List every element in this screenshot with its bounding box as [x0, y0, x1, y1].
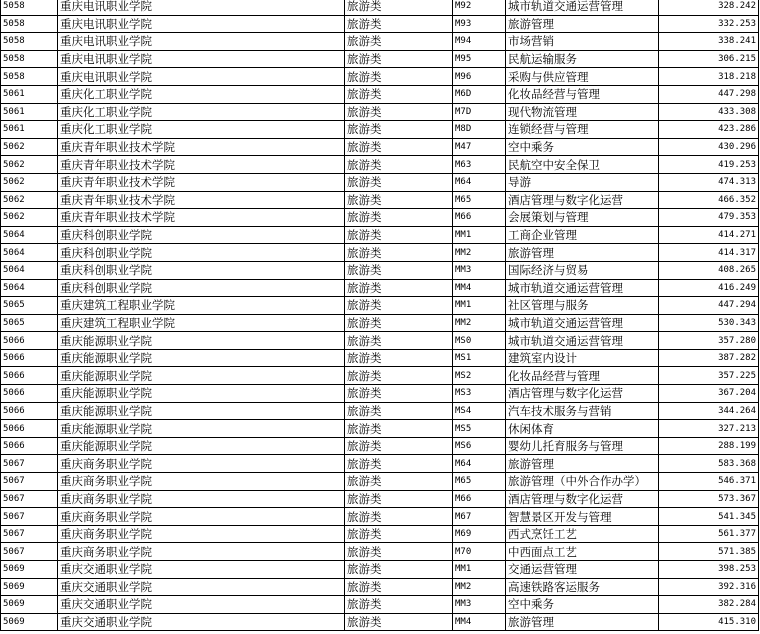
school-name-cell: 重庆电讯职业学院 — [58, 0, 345, 15]
table-row — [1, 209, 759, 227]
score-cell: 541.345 — [659, 508, 759, 526]
category-cell: 旅游类 — [345, 490, 453, 508]
category-cell: 旅游类 — [345, 349, 453, 367]
school-name-cell: 重庆化工职业学院 — [58, 121, 345, 139]
category-cell: 旅游类 — [345, 85, 453, 103]
major-name-cell: 城市轨道交通运营管理 — [506, 279, 659, 297]
school-name-cell: 重庆青年职业技术学院 — [58, 173, 345, 191]
score-cell: 573.367 — [659, 490, 759, 508]
school-name-cell: 重庆交通职业学院 — [58, 596, 345, 614]
school-name-cell: 重庆交通职业学院 — [58, 613, 345, 631]
category-cell: 旅游类 — [345, 613, 453, 631]
major-code-cell: M64 — [453, 173, 506, 191]
school-name-cell: 重庆青年职业技术学院 — [58, 138, 345, 156]
score-cell: 318.218 — [659, 68, 759, 86]
table-row — [1, 68, 759, 86]
table-row — [1, 332, 759, 350]
category-cell: 旅游类 — [345, 508, 453, 526]
major-code-cell: MS2 — [453, 367, 506, 385]
school-code-cell: 5067 — [1, 473, 58, 491]
major-code-cell: M94 — [453, 33, 506, 51]
table-row — [1, 15, 759, 33]
major-name-cell: 民航运输服务 — [506, 50, 659, 68]
major-name-cell: 旅游管理 — [506, 613, 659, 631]
score-cell: 357.225 — [659, 367, 759, 385]
score-cell: 387.282 — [659, 349, 759, 367]
score-cell: 344.264 — [659, 402, 759, 420]
school-code-cell: 5066 — [1, 385, 58, 403]
category-cell: 旅游类 — [345, 209, 453, 227]
major-name-cell: 酒店管理与数字化运营 — [506, 191, 659, 209]
major-name-cell: 采购与供应管理 — [506, 68, 659, 86]
school-code-cell: 5067 — [1, 525, 58, 543]
school-code-cell: 5066 — [1, 349, 58, 367]
major-name-cell: 交通运营管理 — [506, 561, 659, 579]
major-name-cell: 酒店管理与数字化运营 — [506, 385, 659, 403]
school-name-cell: 重庆电讯职业学院 — [58, 68, 345, 86]
category-cell: 旅游类 — [345, 367, 453, 385]
score-cell: 392.316 — [659, 578, 759, 596]
school-code-cell: 5066 — [1, 420, 58, 438]
table-row — [1, 85, 759, 103]
school-code-cell: 5062 — [1, 191, 58, 209]
school-code-cell: 5064 — [1, 244, 58, 262]
table-row — [1, 226, 759, 244]
score-cell: 414.271 — [659, 226, 759, 244]
school-name-cell: 重庆交通职业学院 — [58, 561, 345, 579]
score-cell: 583.368 — [659, 455, 759, 473]
category-cell: 旅游类 — [345, 33, 453, 51]
category-cell: 旅游类 — [345, 455, 453, 473]
major-code-cell: MM2 — [453, 244, 506, 262]
major-name-cell: 空中乘务 — [506, 596, 659, 614]
major-name-cell: 导游 — [506, 173, 659, 191]
school-code-cell: 5069 — [1, 578, 58, 596]
major-name-cell: 西式烹饪工艺 — [506, 525, 659, 543]
school-code-cell: 5061 — [1, 103, 58, 121]
major-code-cell: M6D — [453, 85, 506, 103]
school-code-cell: 5062 — [1, 173, 58, 191]
category-cell: 旅游类 — [345, 402, 453, 420]
category-cell: 旅游类 — [345, 244, 453, 262]
category-cell: 旅游类 — [345, 261, 453, 279]
category-cell: 旅游类 — [345, 596, 453, 614]
major-name-cell: 会展策划与管理 — [506, 209, 659, 227]
score-cell: 561.377 — [659, 525, 759, 543]
table-row — [1, 0, 759, 15]
major-name-cell: 连锁经营与管理 — [506, 121, 659, 139]
major-code-cell: M93 — [453, 15, 506, 33]
table-row — [1, 50, 759, 68]
table-row — [1, 297, 759, 315]
major-name-cell: 工商企业管理 — [506, 226, 659, 244]
major-code-cell: M64 — [453, 455, 506, 473]
score-cell: 306.215 — [659, 50, 759, 68]
school-name-cell: 重庆商务职业学院 — [58, 473, 345, 491]
school-code-cell: 5062 — [1, 209, 58, 227]
major-name-cell: 民航空中安全保卫 — [506, 156, 659, 174]
major-code-cell: MM4 — [453, 613, 506, 631]
major-code-cell: MS1 — [453, 349, 506, 367]
score-cell: 408.265 — [659, 261, 759, 279]
table-row — [1, 508, 759, 526]
score-cell: 328.242 — [659, 0, 759, 15]
category-cell: 旅游类 — [345, 50, 453, 68]
major-name-cell: 国际经济与贸易 — [506, 261, 659, 279]
school-name-cell: 重庆交通职业学院 — [58, 578, 345, 596]
school-name-cell: 重庆商务职业学院 — [58, 490, 345, 508]
school-code-cell: 5058 — [1, 0, 58, 15]
school-code-cell: 5069 — [1, 596, 58, 614]
category-cell: 旅游类 — [345, 121, 453, 139]
score-cell: 338.241 — [659, 33, 759, 51]
major-code-cell: M66 — [453, 209, 506, 227]
category-cell: 旅游类 — [345, 156, 453, 174]
table-row — [1, 613, 759, 631]
school-code-cell: 5058 — [1, 33, 58, 51]
table-row — [1, 138, 759, 156]
major-code-cell: MM3 — [453, 596, 506, 614]
school-name-cell: 重庆电讯职业学院 — [58, 50, 345, 68]
school-name-cell: 重庆商务职业学院 — [58, 525, 345, 543]
school-code-cell: 5066 — [1, 402, 58, 420]
table-row — [1, 173, 759, 191]
school-code-cell: 5062 — [1, 156, 58, 174]
school-code-cell: 5069 — [1, 613, 58, 631]
school-code-cell: 5061 — [1, 121, 58, 139]
table-row — [1, 385, 759, 403]
school-code-cell: 5062 — [1, 138, 58, 156]
school-code-cell: 5066 — [1, 437, 58, 455]
table-row — [1, 578, 759, 596]
table-row — [1, 367, 759, 385]
category-cell: 旅游类 — [345, 173, 453, 191]
school-code-cell: 5067 — [1, 455, 58, 473]
major-name-cell: 市场营销 — [506, 33, 659, 51]
school-name-cell: 重庆能源职业学院 — [58, 332, 345, 350]
school-name-cell: 重庆科创职业学院 — [58, 226, 345, 244]
school-code-cell: 5065 — [1, 297, 58, 315]
major-code-cell: M95 — [453, 50, 506, 68]
major-code-cell: MS4 — [453, 402, 506, 420]
school-code-cell: 5066 — [1, 332, 58, 350]
major-name-cell: 高速铁路客运服务 — [506, 578, 659, 596]
school-code-cell: 5061 — [1, 85, 58, 103]
table-row — [1, 437, 759, 455]
table-row — [1, 156, 759, 174]
major-name-cell: 汽车技术服务与营销 — [506, 402, 659, 420]
major-code-cell: MM2 — [453, 314, 506, 332]
score-cell: 546.371 — [659, 473, 759, 491]
table-row — [1, 314, 759, 332]
school-code-cell: 5064 — [1, 279, 58, 297]
table-row — [1, 420, 759, 438]
school-code-cell: 5067 — [1, 543, 58, 561]
category-cell: 旅游类 — [345, 314, 453, 332]
major-name-cell: 中西面点工艺 — [506, 543, 659, 561]
category-cell: 旅游类 — [345, 103, 453, 121]
score-cell: 571.385 — [659, 543, 759, 561]
category-cell: 旅游类 — [345, 279, 453, 297]
major-code-cell: M65 — [453, 473, 506, 491]
score-cell: 474.313 — [659, 173, 759, 191]
school-code-cell: 5064 — [1, 261, 58, 279]
table-row — [1, 33, 759, 51]
category-cell: 旅游类 — [345, 68, 453, 86]
major-name-cell: 智慧景区开发与管理 — [506, 508, 659, 526]
score-cell: 288.199 — [659, 437, 759, 455]
score-cell: 530.343 — [659, 314, 759, 332]
school-name-cell: 重庆科创职业学院 — [58, 244, 345, 262]
school-name-cell: 重庆商务职业学院 — [58, 508, 345, 526]
category-cell: 旅游类 — [345, 226, 453, 244]
major-name-cell: 旅游管理 — [506, 15, 659, 33]
category-cell: 旅游类 — [345, 297, 453, 315]
major-name-cell: 婴幼儿托育服务与管理 — [506, 437, 659, 455]
major-name-cell: 酒店管理与数字化运营 — [506, 490, 659, 508]
school-name-cell: 重庆青年职业技术学院 — [58, 191, 345, 209]
table-row — [1, 191, 759, 209]
school-code-cell: 5065 — [1, 314, 58, 332]
school-code-cell: 5067 — [1, 508, 58, 526]
school-name-cell: 重庆能源职业学院 — [58, 385, 345, 403]
score-cell: 415.310 — [659, 613, 759, 631]
score-cell: 447.294 — [659, 297, 759, 315]
major-name-cell: 旅游管理 — [506, 455, 659, 473]
table-row — [1, 561, 759, 579]
school-name-cell: 重庆建筑工程职业学院 — [58, 297, 345, 315]
category-cell: 旅游类 — [345, 332, 453, 350]
category-cell: 旅游类 — [345, 0, 453, 15]
major-code-cell: MM2 — [453, 578, 506, 596]
table-row — [1, 244, 759, 262]
major-code-cell: M96 — [453, 68, 506, 86]
major-code-cell: M69 — [453, 525, 506, 543]
school-name-cell: 重庆商务职业学院 — [58, 543, 345, 561]
school-code-cell: 5058 — [1, 50, 58, 68]
major-code-cell: MS3 — [453, 385, 506, 403]
major-name-cell: 旅游管理 — [506, 244, 659, 262]
school-name-cell: 重庆建筑工程职业学院 — [58, 314, 345, 332]
table-row — [1, 490, 759, 508]
school-name-cell: 重庆能源职业学院 — [58, 437, 345, 455]
major-code-cell: MM1 — [453, 297, 506, 315]
major-name-cell: 化妆品经营与管理 — [506, 85, 659, 103]
major-name-cell: 现代物流管理 — [506, 103, 659, 121]
major-code-cell: M66 — [453, 490, 506, 508]
school-name-cell: 重庆电讯职业学院 — [58, 33, 345, 51]
major-code-cell: MS6 — [453, 437, 506, 455]
major-code-cell: MM1 — [453, 561, 506, 579]
table-row — [1, 121, 759, 139]
major-name-cell: 城市轨道交通运营管理 — [506, 314, 659, 332]
category-cell: 旅游类 — [345, 578, 453, 596]
score-cell: 447.298 — [659, 85, 759, 103]
school-code-cell: 5067 — [1, 490, 58, 508]
table-row — [1, 473, 759, 491]
category-cell: 旅游类 — [345, 138, 453, 156]
score-cell: 414.317 — [659, 244, 759, 262]
score-cell: 419.253 — [659, 156, 759, 174]
score-cell: 433.308 — [659, 103, 759, 121]
school-name-cell: 重庆商务职业学院 — [58, 455, 345, 473]
major-name-cell: 化妆品经营与管理 — [506, 367, 659, 385]
score-cell: 357.280 — [659, 332, 759, 350]
category-cell: 旅游类 — [345, 473, 453, 491]
major-code-cell: MS5 — [453, 420, 506, 438]
major-name-cell: 空中乘务 — [506, 138, 659, 156]
school-name-cell: 重庆青年职业技术学院 — [58, 209, 345, 227]
major-code-cell: MM1 — [453, 226, 506, 244]
table-row — [1, 543, 759, 561]
table-row — [1, 596, 759, 614]
category-cell: 旅游类 — [345, 543, 453, 561]
school-name-cell: 重庆科创职业学院 — [58, 279, 345, 297]
school-code-cell: 5058 — [1, 15, 58, 33]
major-name-cell: 旅游管理（中外合作办学） — [506, 473, 659, 491]
table-row — [1, 455, 759, 473]
score-cell: 466.352 — [659, 191, 759, 209]
score-cell: 430.296 — [659, 138, 759, 156]
major-code-cell: MM4 — [453, 279, 506, 297]
major-code-cell: MM3 — [453, 261, 506, 279]
major-code-cell: M47 — [453, 138, 506, 156]
major-code-cell: M67 — [453, 508, 506, 526]
category-cell: 旅游类 — [345, 525, 453, 543]
major-name-cell: 建筑室内设计 — [506, 349, 659, 367]
category-cell: 旅游类 — [345, 420, 453, 438]
major-code-cell: M63 — [453, 156, 506, 174]
school-code-cell: 5058 — [1, 68, 58, 86]
school-code-cell: 5066 — [1, 367, 58, 385]
category-cell: 旅游类 — [345, 15, 453, 33]
score-cell: 398.253 — [659, 561, 759, 579]
score-cell: 479.353 — [659, 209, 759, 227]
school-code-cell: 5069 — [1, 561, 58, 579]
table-row — [1, 279, 759, 297]
school-name-cell: 重庆青年职业技术学院 — [58, 156, 345, 174]
table-row — [1, 402, 759, 420]
score-cell: 423.286 — [659, 121, 759, 139]
school-name-cell: 重庆能源职业学院 — [58, 349, 345, 367]
table-row — [1, 103, 759, 121]
school-name-cell: 重庆能源职业学院 — [58, 420, 345, 438]
major-code-cell: M65 — [453, 191, 506, 209]
table-row — [1, 349, 759, 367]
score-cell: 327.213 — [659, 420, 759, 438]
score-cell: 382.284 — [659, 596, 759, 614]
category-cell: 旅游类 — [345, 437, 453, 455]
category-cell: 旅游类 — [345, 561, 453, 579]
major-name-cell: 休闲体育 — [506, 420, 659, 438]
table-row — [1, 261, 759, 279]
school-name-cell: 重庆科创职业学院 — [58, 261, 345, 279]
table-body — [1, 0, 759, 631]
major-name-cell: 城市轨道交通运营管理 — [506, 332, 659, 350]
major-code-cell: M70 — [453, 543, 506, 561]
school-name-cell: 重庆电讯职业学院 — [58, 15, 345, 33]
school-name-cell: 重庆能源职业学院 — [58, 402, 345, 420]
major-name-cell: 城市轨道交通运营管理 — [506, 0, 659, 15]
category-cell: 旅游类 — [345, 191, 453, 209]
major-code-cell: M7D — [453, 103, 506, 121]
score-cell: 367.204 — [659, 385, 759, 403]
major-code-cell: M8D — [453, 121, 506, 139]
score-cell: 416.249 — [659, 279, 759, 297]
school-name-cell: 重庆能源职业学院 — [58, 367, 345, 385]
table-row — [1, 525, 759, 543]
category-cell: 旅游类 — [345, 385, 453, 403]
major-code-cell: MS0 — [453, 332, 506, 350]
school-name-cell: 重庆化工职业学院 — [58, 85, 345, 103]
major-name-cell: 社区管理与服务 — [506, 297, 659, 315]
major-code-cell: M92 — [453, 0, 506, 15]
school-code-cell: 5064 — [1, 226, 58, 244]
school-name-cell: 重庆化工职业学院 — [58, 103, 345, 121]
score-cell: 332.253 — [659, 15, 759, 33]
